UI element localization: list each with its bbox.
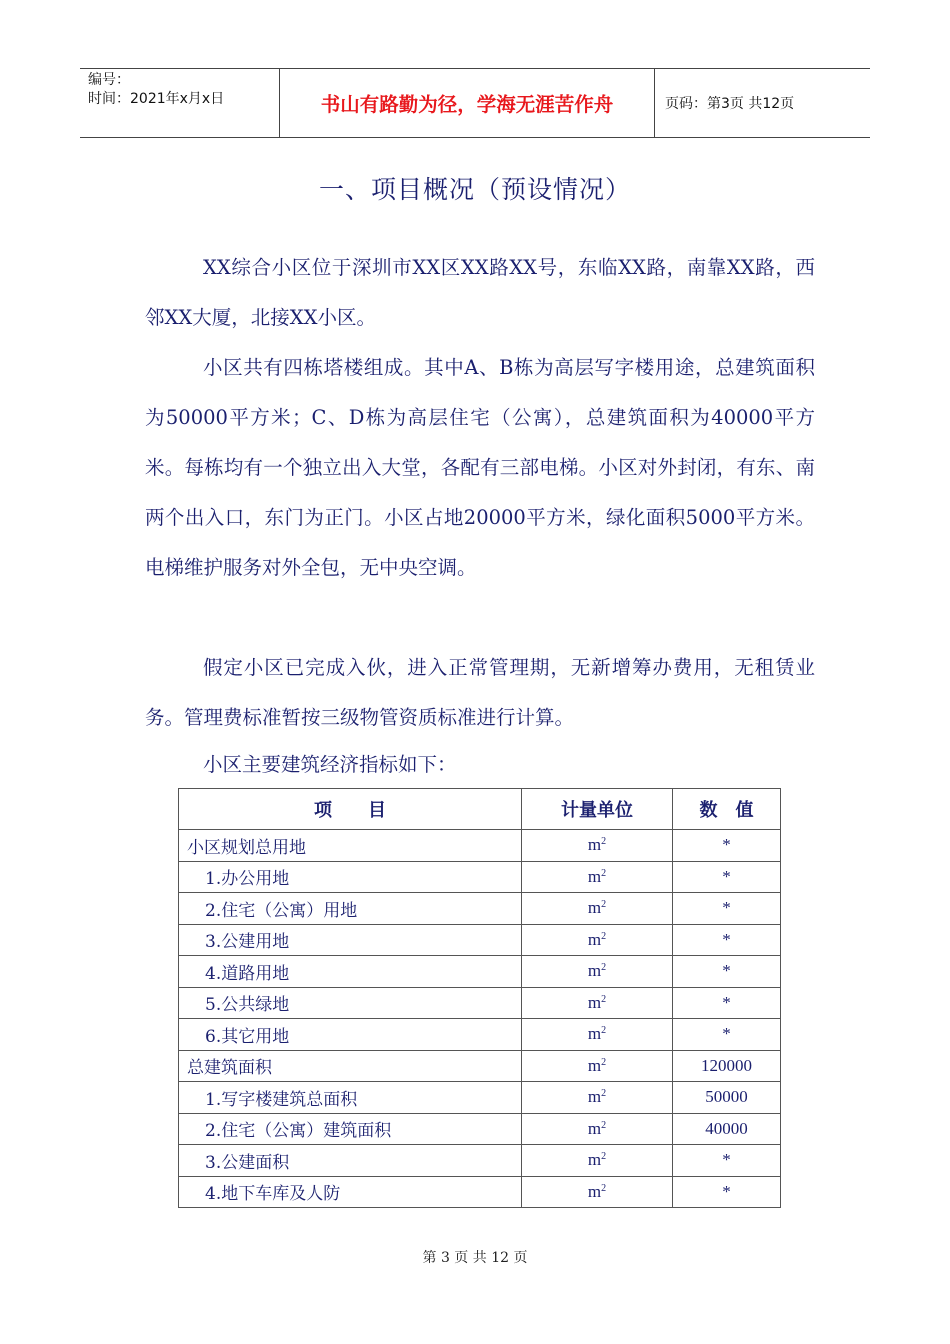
table-row (179, 1176, 781, 1208)
table-row (179, 956, 781, 988)
row-unit (522, 861, 673, 893)
unit-exponent: 2 (601, 962, 607, 974)
row-item: 5.公共绿地 (179, 987, 522, 1019)
metrics-table (178, 788, 781, 1208)
row-value: * (673, 1145, 781, 1177)
unit-base: m (587, 1055, 602, 1075)
row-item: 6.其它用地 (179, 1019, 522, 1051)
paragraph-location: XX综合小区位于深圳市XX区XX路XX号，东临XX路，南靠XX路，西邻XX大厦，北接XX小区。 (145, 256, 815, 329)
table-row (179, 987, 781, 1019)
header-page-code (655, 69, 870, 137)
row-value: * (673, 1019, 781, 1051)
header-meta (80, 69, 280, 137)
unit-base: m (587, 835, 602, 855)
table-row (179, 1145, 781, 1177)
unit-base: m (587, 1118, 602, 1138)
row-value: * (673, 1176, 781, 1208)
unit-exponent: 2 (601, 1056, 607, 1068)
row-value: * (673, 956, 781, 988)
unit-base: m (587, 1150, 602, 1170)
table-row (179, 893, 781, 925)
unit-base: m (587, 929, 602, 949)
row-value: * (673, 830, 781, 862)
table-row (179, 1082, 781, 1114)
row-item: 总建筑面积 (179, 1050, 522, 1082)
table-row (179, 1019, 781, 1051)
paragraph-assumptions: 假定小区已完成入伙，进入正常管理期，无新增筹办费用，无租赁业务。管理费标准暂按三级物管资质标准进行计算。 (145, 656, 815, 729)
table-body (179, 830, 781, 1208)
row-value: 120000 (673, 1050, 781, 1082)
table-row (179, 1050, 781, 1082)
motto-text: 书山有路勤为径，学海无涯苦作舟 (320, 93, 614, 116)
row-item: 4.道路用地 (179, 956, 522, 988)
paragraph-buildings: 小区共有四栋塔楼组成。其中A、B栋为高层写字楼用途，总建筑面积为50000平方米；C、D栋为高层住宅（公寓），总建筑面积为40000平方米。每栋均有一个独立出入大堂，各配有三部电梯。小区对外封闭，有东、南两个出入口，东门为正门。小区占地20000平方米，绿化面积5000平方米。电梯维护服务对外全包，无中央空调。 (145, 356, 815, 579)
paragraph-table-intro: 小区主要建筑经济指标如下： (203, 753, 457, 776)
unit-exponent: 2 (601, 930, 607, 942)
row-unit (522, 1019, 673, 1051)
row-item: 3.公建用地 (179, 924, 522, 956)
unit-exponent: 2 (601, 1119, 607, 1131)
row-unit (522, 830, 673, 862)
row-unit (522, 893, 673, 925)
row-unit (522, 1145, 673, 1177)
row-item: 1.写字楼建筑总面积 (179, 1082, 522, 1114)
unit-exponent: 2 (601, 867, 607, 879)
row-unit (522, 1113, 673, 1145)
section-title: 一、项目概况（预设情况） (318, 175, 631, 204)
row-item: 3.公建面积 (179, 1145, 522, 1177)
unit-exponent: 2 (601, 836, 607, 848)
unit-exponent: 2 (601, 1182, 607, 1194)
table-row (179, 830, 781, 862)
unit-base: m (587, 898, 602, 918)
table-row (179, 861, 781, 893)
row-unit (522, 956, 673, 988)
page-code-text: 页码：第3页 共12页 (665, 96, 795, 112)
header-motto (280, 69, 655, 137)
row-value: * (673, 924, 781, 956)
row-value: * (673, 893, 781, 925)
unit-base: m (587, 992, 602, 1012)
unit-base: m (587, 961, 602, 981)
row-value: 50000 (673, 1082, 781, 1114)
unit-base: m (587, 1181, 602, 1201)
unit-base: m (587, 1087, 602, 1107)
column-header-value: 数 值 (673, 789, 781, 830)
row-unit (522, 1050, 673, 1082)
unit-base: m (587, 1024, 602, 1044)
unit-exponent: 2 (601, 1151, 607, 1163)
unit-exponent: 2 (601, 899, 607, 911)
unit-exponent: 2 (601, 1088, 607, 1100)
number-label: 编号： (88, 72, 130, 88)
row-unit (522, 1082, 673, 1114)
table-row (179, 1113, 781, 1145)
page-header (80, 68, 870, 138)
row-value: 40000 (673, 1113, 781, 1145)
unit-base: m (587, 866, 602, 886)
page-footer: 第 3 页 共 12 页 (422, 1250, 528, 1266)
unit-exponent: 2 (601, 1025, 607, 1037)
column-header-item: 项 目 (179, 789, 522, 830)
row-item: 2.住宅（公寓）用地 (179, 893, 522, 925)
row-item: 1.办公用地 (179, 861, 522, 893)
row-unit (522, 924, 673, 956)
row-value: * (673, 987, 781, 1019)
row-unit (522, 1176, 673, 1208)
row-item: 4.地下车库及人防 (179, 1176, 522, 1208)
row-unit (522, 987, 673, 1019)
column-header-unit: 计量单位 (522, 789, 673, 830)
time-label: 时间：2021年x月x日 (88, 91, 225, 107)
row-item: 2.住宅（公寓）建筑面积 (179, 1113, 522, 1145)
unit-exponent: 2 (601, 993, 607, 1005)
row-value: * (673, 861, 781, 893)
row-item: 小区规划总用地 (179, 830, 522, 862)
table-row (179, 924, 781, 956)
table-header-row (179, 789, 781, 830)
